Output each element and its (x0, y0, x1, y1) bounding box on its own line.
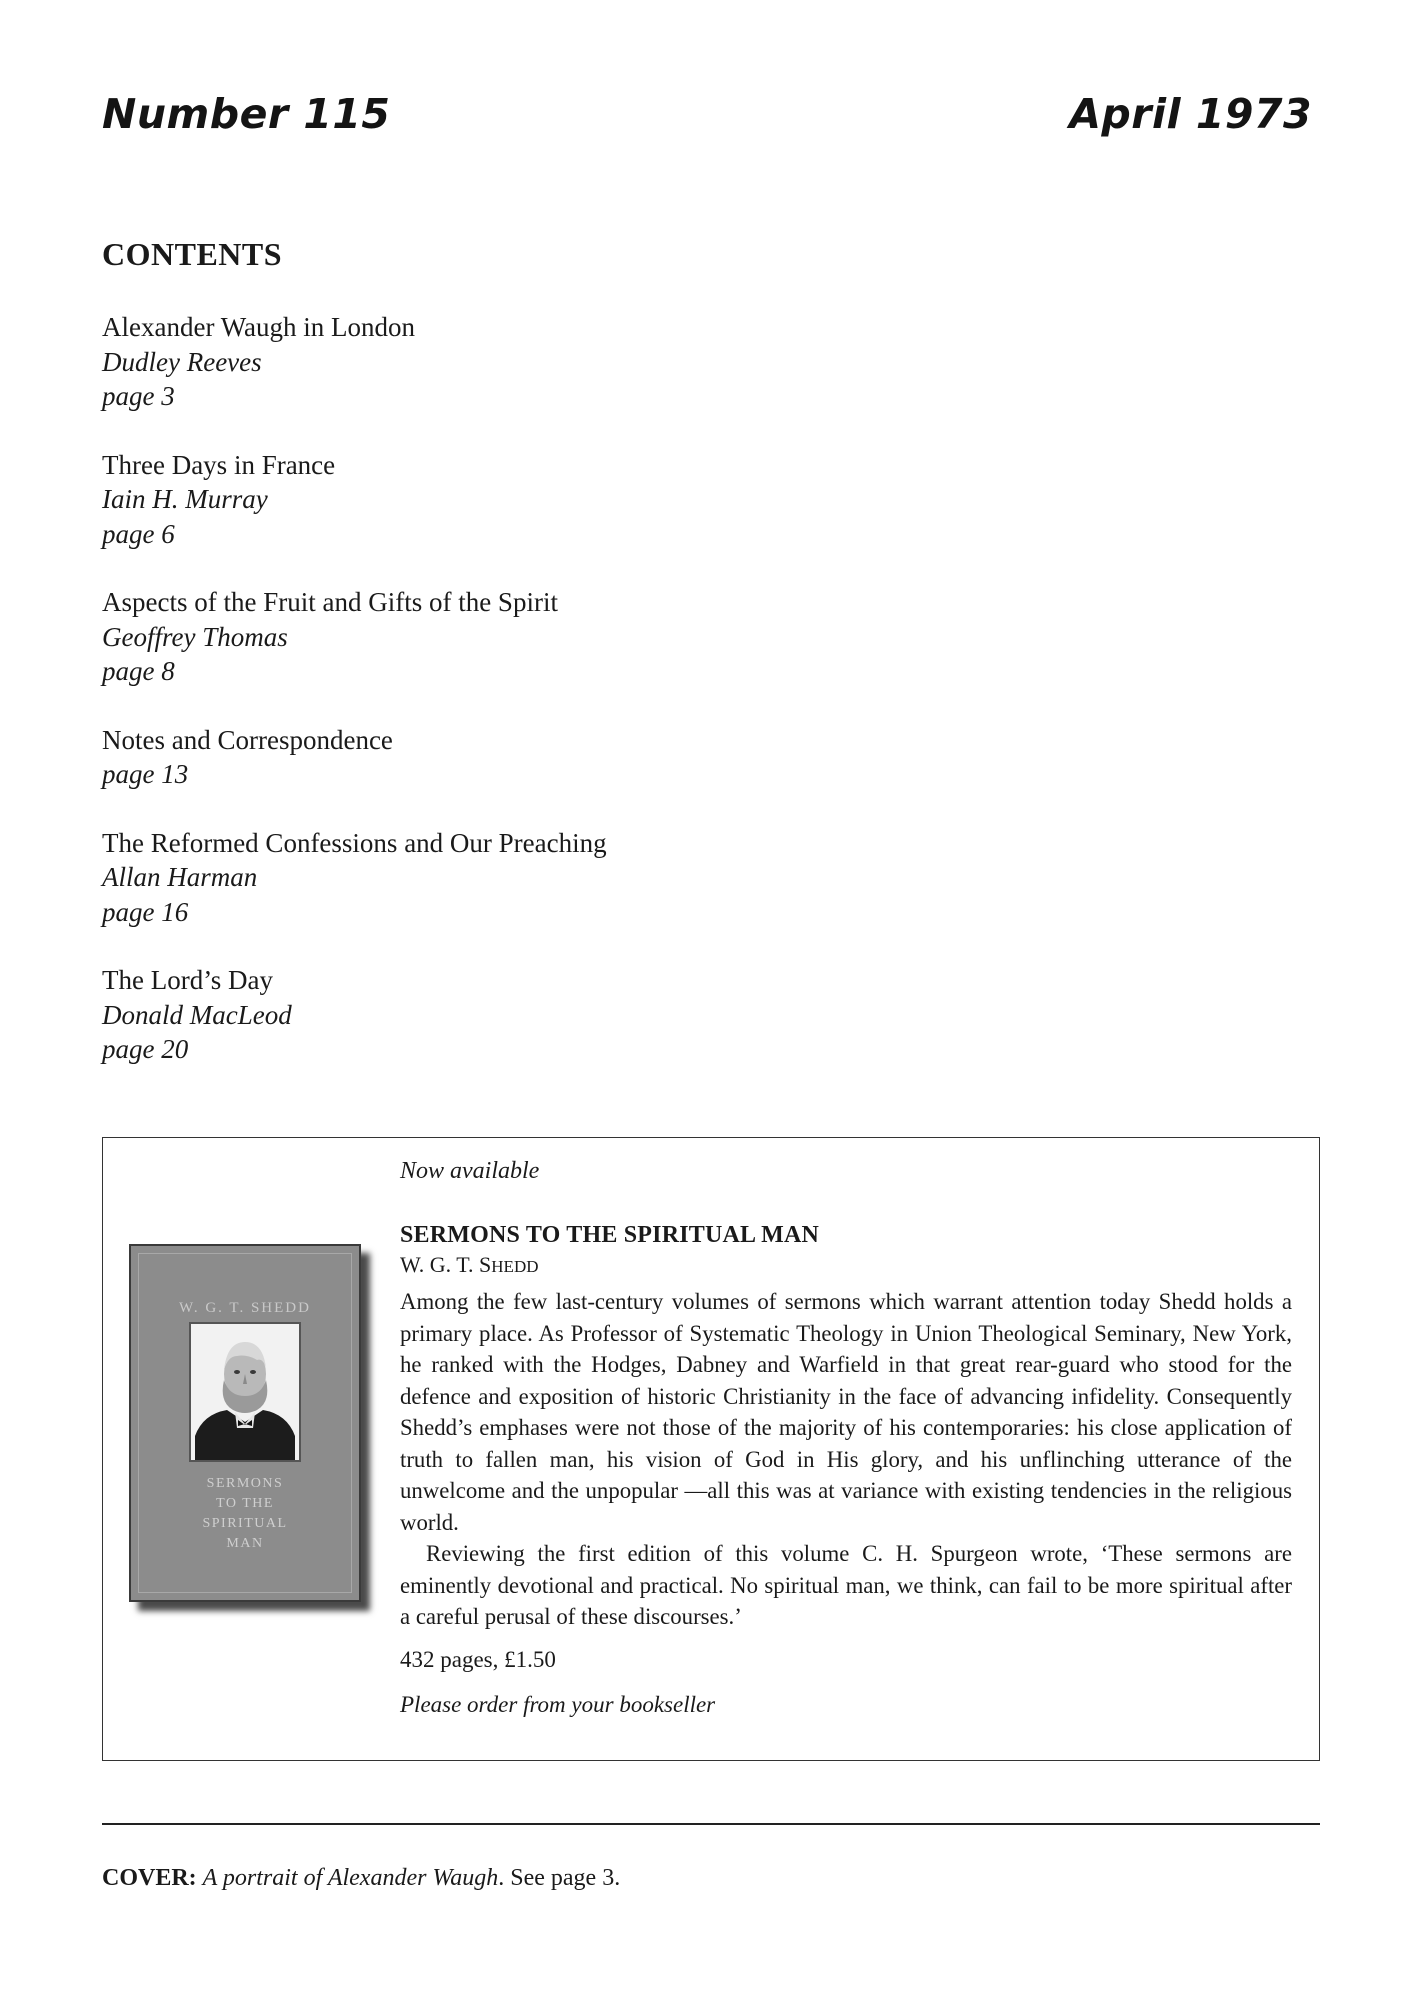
author-initials: W. G. T. S (400, 1252, 492, 1277)
advertisement-text (400, 1156, 1292, 1720)
toc-entry (102, 310, 1002, 414)
toc-entry (102, 826, 1002, 930)
book-cover-title-line: MAN (226, 1536, 264, 1551)
book-cover-title (131, 1474, 359, 1554)
toc-entry (102, 448, 1002, 552)
toc-entry-page: page 16 (102, 896, 189, 927)
book-price: 432 pages, £1.50 (400, 1646, 556, 1672)
description-paragraph: Among the few last-century volumes of sermons which warrant attention today Shedd holds a primary place. As Professor of Systematic Theology in Union Theological Seminary, New York, he ranked with the Hodges, Dabney and Warfield in that great rear-guard who stood for the defence and exposition of historic Christianity in the face of advancing infidelity. Consequently Shedd’s emphases were not those of the majority of his contemporaries: his close application of truth to fallen man, his vision of God in His glory, and his unflinching utterance of the unwelcome and the unpopular —all this was at variance with existing tendencies in the religious world. (400, 1289, 1292, 1535)
author-portrait-image (189, 1322, 301, 1462)
toc-entry-author: Iain H. Murray (102, 484, 268, 514)
toc-entry-title: Alexander Waugh in London (102, 312, 416, 342)
availability-note: Now available (400, 1158, 540, 1184)
book-cover-title-line: SERMONS (206, 1476, 284, 1491)
author-surname-smallcaps: HEDD (491, 1257, 539, 1276)
book-cover-author: W. G. T. SHEDD (179, 1300, 311, 1316)
cover-caption-suffix: . See page 3. (498, 1865, 621, 1891)
order-note: Please order from your bookseller (400, 1691, 716, 1717)
toc-entry-title: Aspects of the Fruit and Gifts of the Spirit (102, 587, 558, 617)
book-title: SERMONS TO THE SPIRITUAL MAN (400, 1222, 820, 1248)
page-header (102, 90, 1312, 150)
description-paragraph: Reviewing the first edition of this volume C. H. Spurgeon wrote, ‘These sermons are eminently devotional and practical. No spiritual man, we think, can fail to be more spiritual after a careful perusal of these discourses.’ (400, 1541, 1292, 1629)
portrait-illustration (191, 1324, 299, 1460)
issue-number: Number 115 (102, 90, 391, 138)
cover-caption: A portrait of Alexander Waugh (202, 1865, 499, 1891)
book-description (400, 1286, 1292, 1633)
table-of-contents (102, 310, 1002, 1101)
toc-entry-page: page 8 (102, 656, 175, 686)
book-author (400, 1250, 1292, 1282)
toc-entry-author: Allan Harman (102, 862, 258, 892)
toc-entry-author: Geoffrey Thomas (102, 621, 288, 652)
toc-entry-title: The Reformed Confessions and Our Preaching (102, 827, 607, 858)
toc-entry-page: page 6 (102, 518, 175, 549)
toc-entry-title: The Lord’s Day (102, 965, 273, 995)
toc-entry-title: Notes and Correspondence (102, 724, 393, 755)
toc-entry-page: page 13 (102, 759, 189, 789)
toc-entry (102, 723, 1002, 792)
toc-entry-page: page 20 (102, 1034, 189, 1064)
issue-date: April 1973 (1069, 90, 1312, 138)
toc-entry-author: Dudley Reeves (102, 346, 262, 377)
toc-entry-author: Donald MacLeod (102, 999, 292, 1030)
cover-label: COVER: (102, 1865, 197, 1891)
toc-entry-page: page 3 (102, 381, 175, 411)
toc-entry (102, 963, 1002, 1067)
toc-entry-title: Three Days in France (102, 449, 336, 480)
book-advertisement (102, 1137, 1320, 1761)
book-cover-title-line: SPIRITUAL (202, 1516, 288, 1531)
book-cover-title-line: TO THE (216, 1496, 274, 1511)
cover-note (102, 1865, 620, 1892)
book-cover-image (129, 1244, 361, 1602)
toc-entry (102, 585, 1002, 689)
contents-heading: CONTENTS (102, 236, 283, 272)
divider (102, 1823, 1320, 1825)
